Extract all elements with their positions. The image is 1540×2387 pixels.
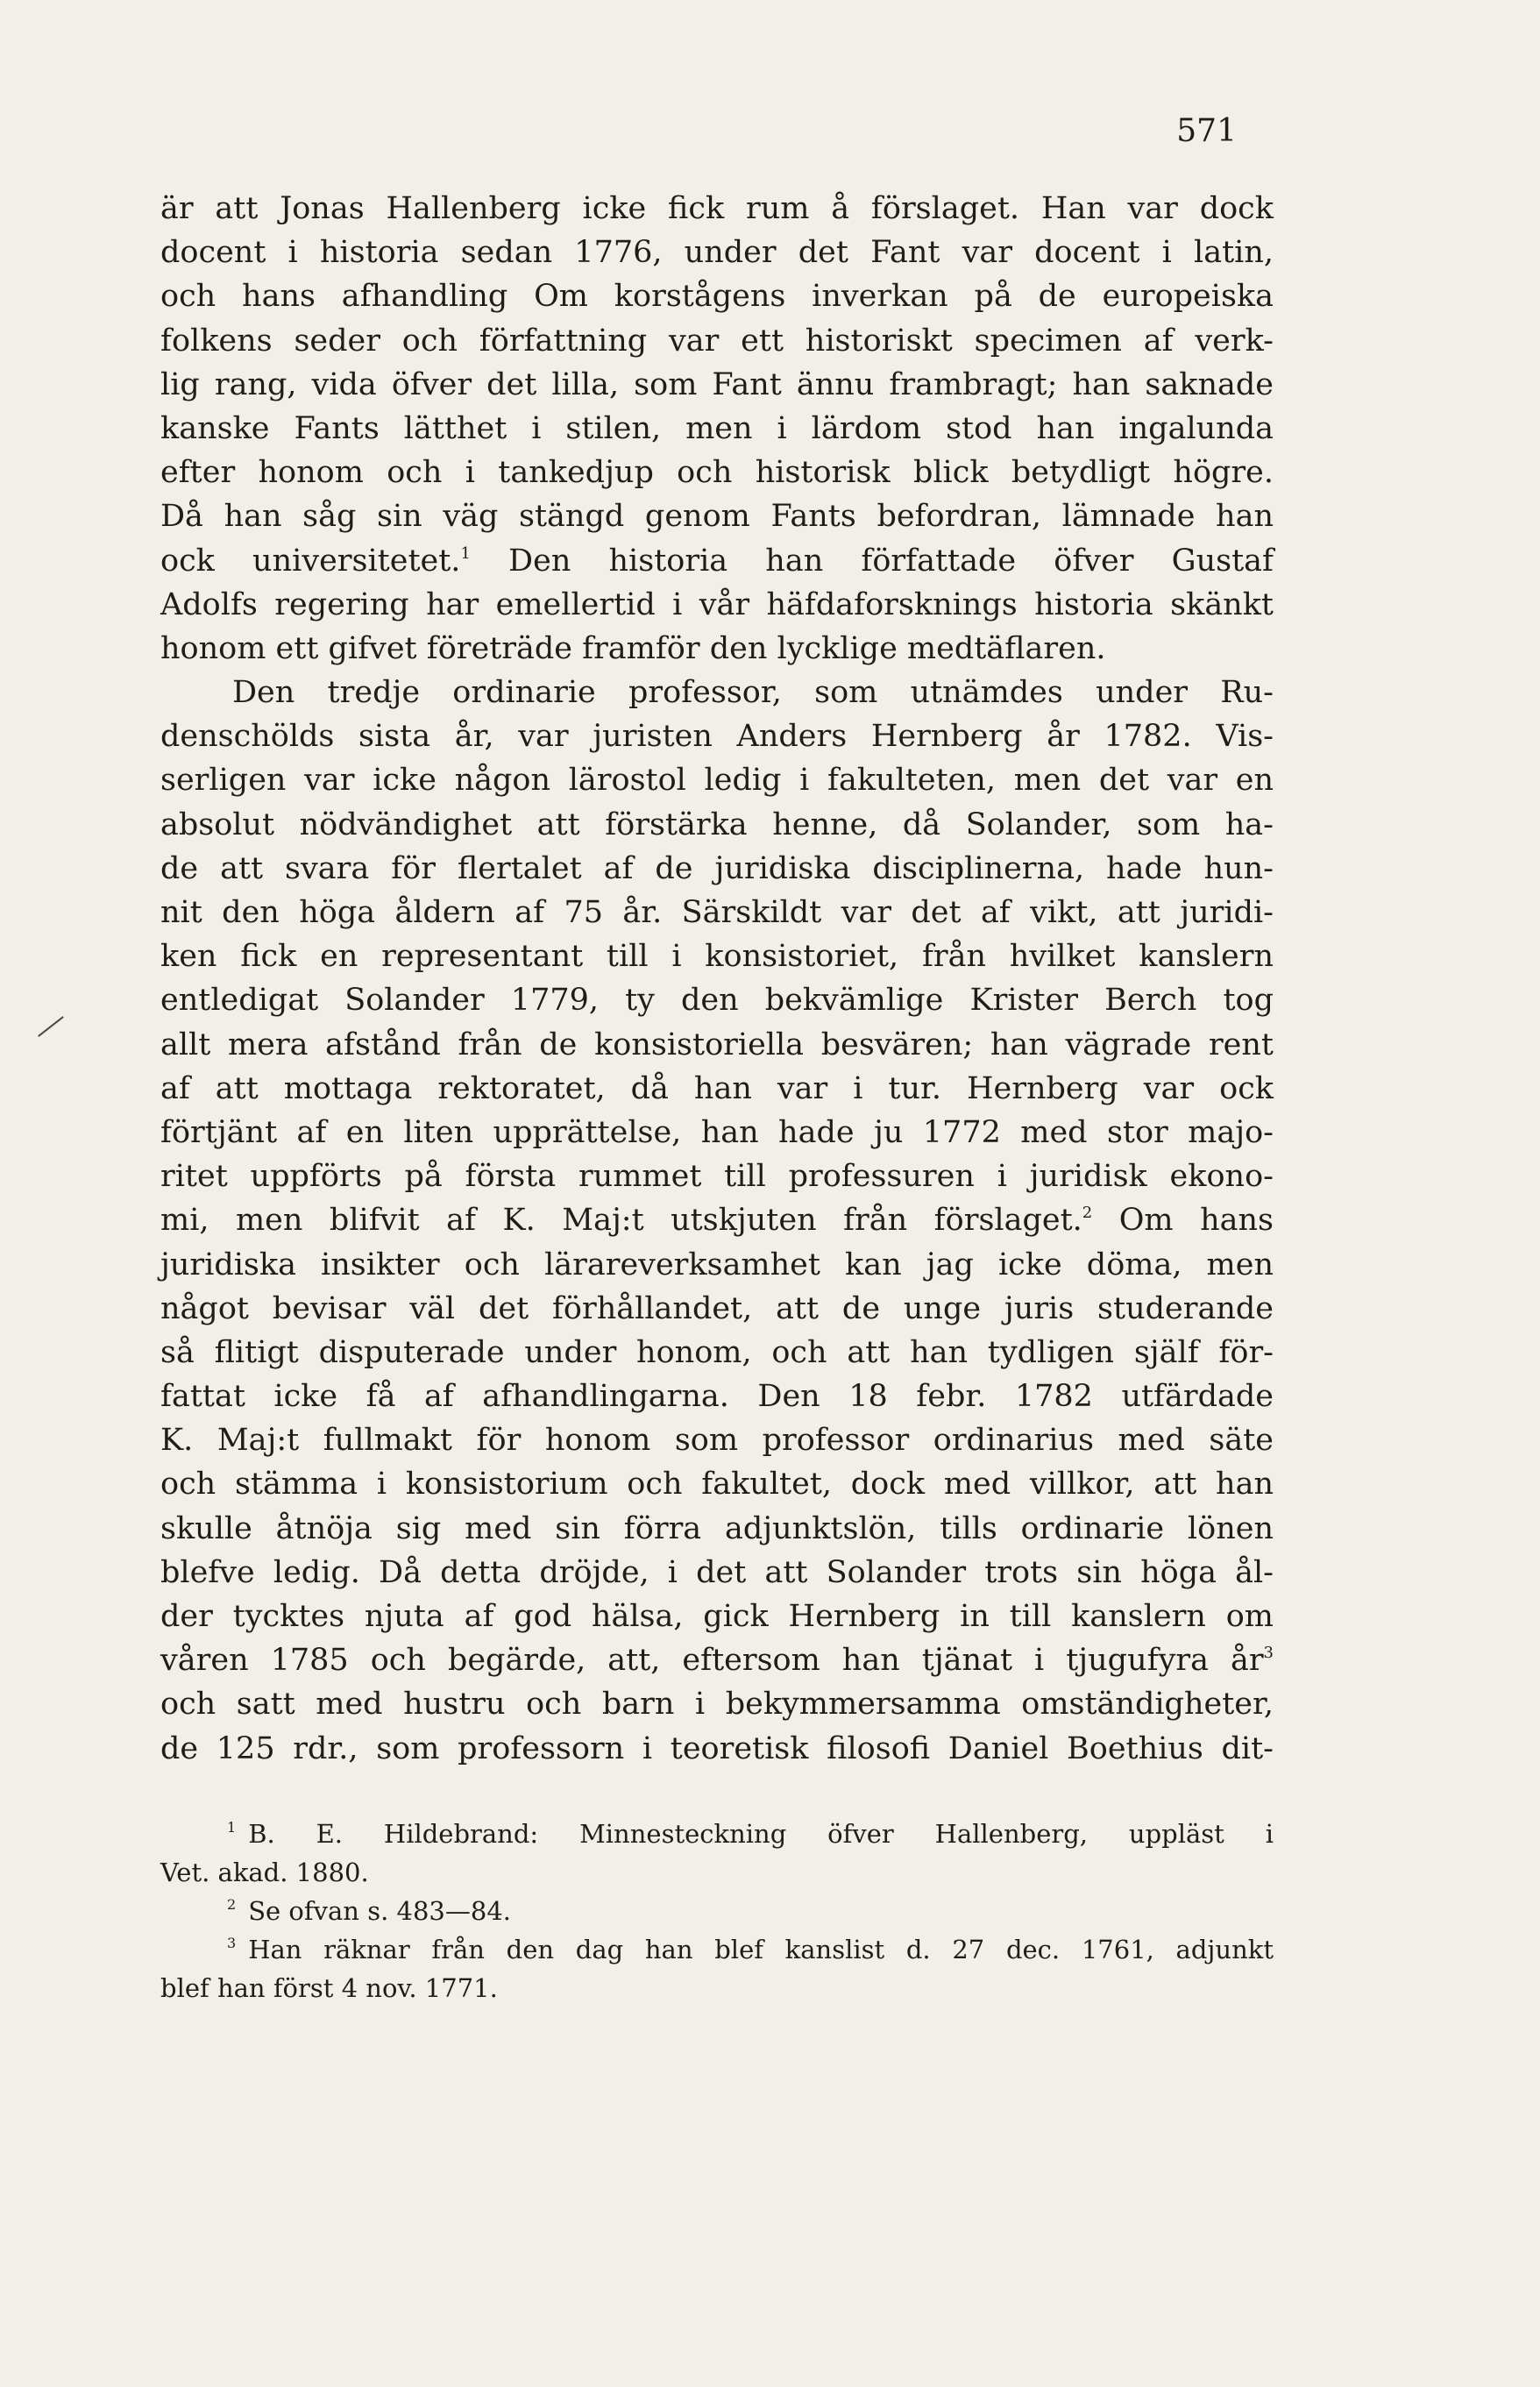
text-line (160, 451, 1274, 494)
page-number: 571 (1176, 113, 1237, 149)
text-segment: förtjänt af en liten upprättelse, han hade ju 1772 med stor majo- (160, 1114, 1274, 1150)
footnote-line (160, 1892, 1274, 1930)
text-segment: blef han först 4 nov. 1771. (160, 1973, 498, 2003)
text-segment: absolut nödvändighet att förstärka henne, då Solander, som ha- (160, 806, 1274, 842)
text-line (160, 627, 1274, 671)
text-line (160, 274, 1274, 318)
stray-pencil-mark (38, 1016, 64, 1037)
text-line (160, 319, 1274, 363)
text-segment: B. E. Hildebrand: Minnesteckning öfver Hallenberg, uppläst i (248, 1819, 1274, 1849)
footnote-ref: 3 (1263, 1644, 1274, 1663)
text-line (160, 1331, 1274, 1375)
text-line (160, 803, 1274, 847)
text-line (160, 1462, 1274, 1506)
text-line (160, 1507, 1274, 1551)
text-segment: der tycktes njuta af god hälsa, gick Hernberg in till kanslern om (160, 1599, 1274, 1634)
text-line (160, 1198, 1274, 1242)
text-segment: ritet uppförts på första rummet till professuren i juridisk ekono- (160, 1159, 1274, 1195)
footnote-number: 2 (227, 1896, 237, 1913)
text-segment: skulle åtnöja sig med sin förra adjunktslön, tills ordinarie lönen (160, 1510, 1274, 1546)
text-segment: honom ett gifvet företräde framför den lycklige medtäflaren. (160, 630, 1106, 666)
text-line (160, 978, 1274, 1022)
text-segment: de att svara för flertalet af de juridiska disciplinerna, hade hun- (160, 850, 1274, 886)
text-segment: entledigat Solander 1779, ty den bekvämlige Krister Berch tog (160, 983, 1274, 1019)
footnote-line (160, 1969, 1274, 2007)
text-line (160, 1243, 1274, 1287)
text-segment: och hans afhandling Om korstågens inverkan på de europeiska (160, 279, 1274, 315)
text-segment: allt mera afstånd från de konsistoriella besvären; han vägrade rent (160, 1027, 1274, 1062)
text-segment: blefve ledig. Då detta dröjde, i det att Solander trots sin höga ål- (160, 1554, 1274, 1590)
text-line (160, 1067, 1274, 1111)
text-line (160, 583, 1274, 627)
text-line (160, 407, 1274, 451)
text-segment: denschölds sista år, var juristen Anders Hernberg år 1782. Vis- (160, 719, 1274, 755)
text-segment: Den historia han författade öfver Gustaf (470, 543, 1274, 579)
text-line (160, 1595, 1274, 1638)
text-segment: Se ofvan s. 483—84. (248, 1896, 511, 1926)
text-segment: Han räknar från den dag han blef kanslist d. 27 dec. 1761, adjunkt (248, 1935, 1274, 1964)
text-line (160, 1727, 1274, 1771)
text-segment: efter honom och i tankedjup och historisk blick betydligt högre. (160, 455, 1274, 491)
text-segment: fattat icke få af afhandlingarna. Den 18 febr. 1782 utfärdade (160, 1379, 1274, 1415)
text-segment: mi, men blifvit af K. Maj:t utskjuten från förslaget. (160, 1203, 1082, 1239)
text-segment: ken fick en representant till i konsistoriet, från hvilket kanslern (160, 939, 1274, 975)
text-line (160, 231, 1274, 274)
footnote-line (160, 1815, 1274, 1853)
text-line (160, 1682, 1274, 1726)
footnote-number: 1 (227, 1819, 237, 1836)
text-segment: K. Maj:t fullmakt för honom som professor ordinarius med säte (160, 1423, 1274, 1459)
text-line (160, 1287, 1274, 1331)
text-segment: docent i historia sedan 1776, under det Fant var docent i latin, (160, 235, 1274, 271)
footnotes (160, 1815, 1274, 2007)
footnote-number: 3 (227, 1935, 237, 1951)
text-line (160, 891, 1274, 934)
text-line (160, 934, 1274, 978)
text-line (160, 1154, 1274, 1198)
text-line (160, 847, 1274, 891)
text-segment: och stämma i konsistorium och fakultet, dock med villkor, att han (160, 1467, 1274, 1503)
text-segment: lig rang, vida öfver det lilla, som Fant ännu frambragt; han saknade (160, 366, 1274, 402)
text-line (160, 1638, 1274, 1682)
footnote-line (160, 1930, 1274, 1969)
text-segment: ock universitetet. (160, 543, 461, 579)
text-segment: och satt med hustru och barn i bekymmersamma omständigheter, (160, 1687, 1274, 1723)
text-line (160, 1111, 1274, 1154)
text-segment: serligen var icke någon lärostol ledig i fakulteten, men det var en (160, 763, 1274, 799)
text-line (160, 1023, 1274, 1067)
text-segment: våren 1785 och begärde, att, eftersom han tjänat i tjugufyra år (160, 1643, 1264, 1679)
text-segment: Den tredje ordinarie professor, som utnämdes under Ru- (232, 675, 1274, 711)
text-line (160, 363, 1274, 407)
body-text (160, 187, 1274, 1771)
text-segment: Om hans (1092, 1203, 1274, 1239)
text-line (160, 187, 1274, 231)
text-segment: kanske Fants lätthet i stilen, men i lärdom stod han ingalunda (160, 410, 1274, 446)
text-segment: juridiska insikter och lärareverksamhet kan jag icke döma, men (160, 1247, 1274, 1282)
text-line (160, 1418, 1274, 1462)
text-segment: af att mottaga rektoratet, då han var i tur. Hernberg var ock (160, 1070, 1274, 1106)
text-segment: något bevisar väl det förhållandet, att de unge juris studerande (160, 1290, 1274, 1326)
text-segment: Då han såg sin väg stängd genom Fants befordran, lämnade han (160, 499, 1274, 535)
footnote-line (160, 1853, 1274, 1892)
text-segment: de 125 rdr., som professorn i teoretisk filosofi Daniel Boethius dit- (160, 1730, 1274, 1766)
text-line (160, 494, 1274, 538)
footnote-ref: 1 (460, 543, 471, 563)
text-line (160, 1375, 1274, 1418)
text-line (160, 671, 1274, 714)
text-line (160, 758, 1274, 802)
text-segment: nit den höga åldern af 75 år. Särskildt var det af vikt, att juridi- (160, 895, 1274, 930)
footnote-ref: 2 (1082, 1204, 1093, 1223)
text-segment: är att Jonas Hallenberg icke fick rum å förslaget. Han var dock (160, 191, 1274, 226)
text-line (160, 1551, 1274, 1595)
text-segment: folkens seder och författning var ett historiskt specimen af verk- (160, 323, 1274, 359)
text-line (160, 539, 1274, 583)
text-segment: så flitigt disputerade under honom, och att han tydligen själf för- (160, 1334, 1274, 1370)
text-segment: Vet. akad. 1880. (160, 1858, 369, 1887)
text-line (160, 714, 1274, 758)
text-segment: Adolfs regering har emellertid i vår häfdaforsknings historia skänkt (160, 586, 1274, 622)
